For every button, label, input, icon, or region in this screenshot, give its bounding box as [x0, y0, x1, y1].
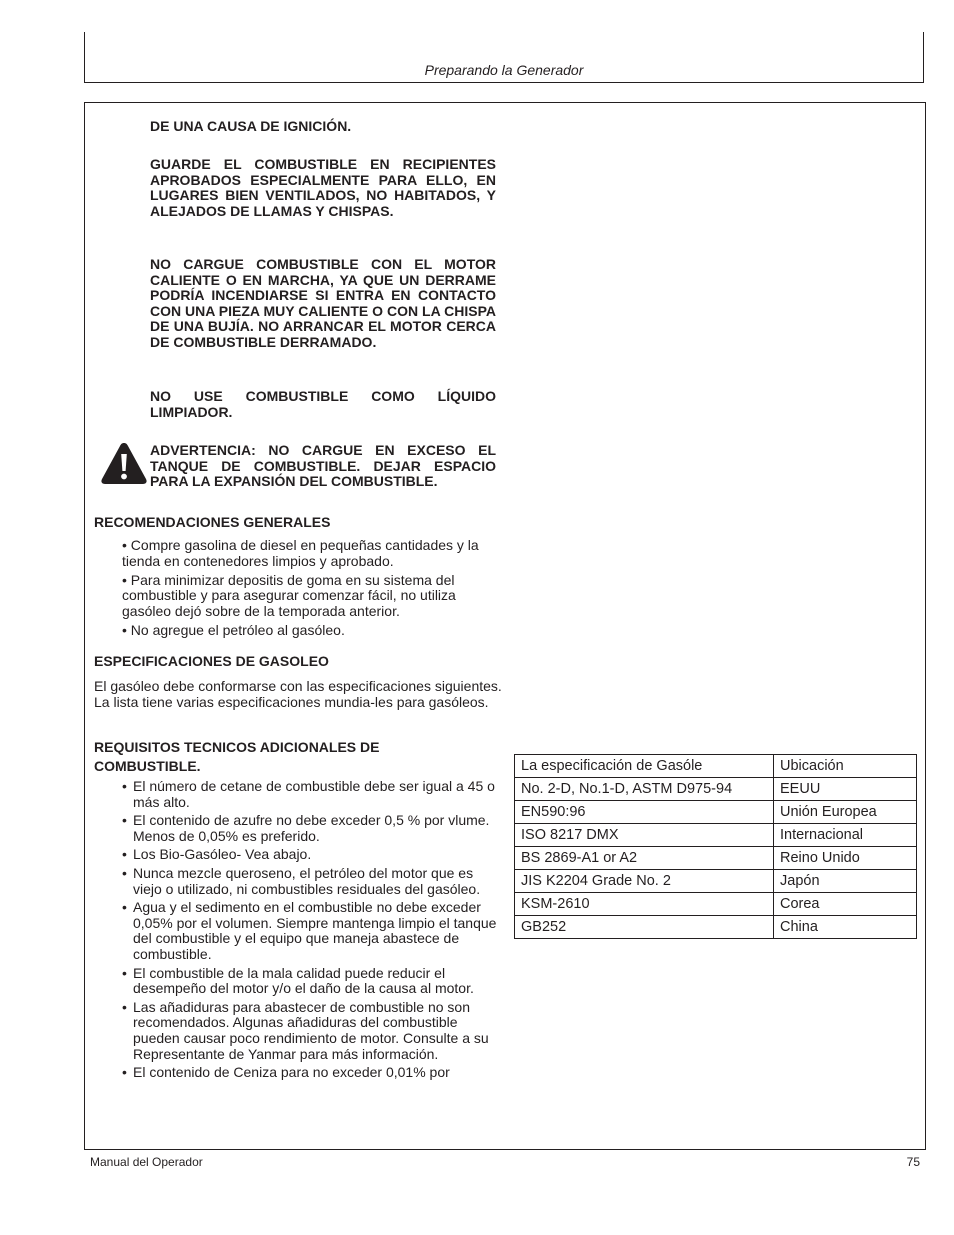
- requirements-list: [122, 779, 502, 1084]
- warning-cleaner-text: NO USE COMBUSTIBLE COMO LÍQUIDO LIMPIADOR.: [150, 388, 496, 420]
- location-cell: China: [774, 916, 917, 939]
- list-item: • El contenido de Ceniza para no exceder 0,01% por: [122, 1064, 450, 1081]
- warning-storage-text: GUARDE EL COMBUSTIBLE EN RECIPIENTES APROBADOS ESPECIALMENTE PARA ELLO, EN LUGARES BIEN VENTILADOS, NO HABITADOS, Y ALEJADOS DE LLAMAS Y CHISPAS.: [150, 156, 496, 219]
- spec-cell: KSM-2610: [515, 893, 774, 916]
- table-row: [515, 824, 917, 847]
- list-item: • El número de cetane de combustible debe ser igual a 45 o más alto.: [122, 778, 495, 810]
- warning-triangle-icon: [100, 441, 148, 486]
- location-cell: EEUU: [774, 778, 917, 801]
- requirements-heading: REQUISITOS TECNICOS ADICIONALES DE COMBUSTIBLE.: [94, 739, 380, 774]
- location-cell: Corea: [774, 893, 917, 916]
- table-row: [515, 916, 917, 939]
- list-item: • El contenido de azufre no debe exceder 0,5 % por vlume. Menos de 0,05% es preferido.: [122, 812, 490, 844]
- location-cell: Reino Unido: [774, 847, 917, 870]
- spec-cell: BS 2869-A1 or A2: [515, 847, 774, 870]
- spec-cell: ISO 8217 DMX: [515, 824, 774, 847]
- table-row: [515, 847, 917, 870]
- list-item: • Nunca mezcle queroseno, el petróleo del motor que es viejo o utilizado, ni combustibles residuales del gasóleo.: [122, 864, 481, 897]
- diesel-specs-text: El gasóleo debe conformarse con las especificaciones siguientes. La lista tiene varias especificaciones mundia-les para gasóleos.: [94, 678, 502, 710]
- list-item: • Para minimizar depositis de goma en su sistema del combustible y para asegurar comenzar fácil, no utiliza gasóleo dejó sobre de la temporada anterior.: [122, 571, 456, 620]
- list-item: • El combustible de la mala calidad puede reducir el desempeño del motor y/o el daño de la causa al motor.: [122, 964, 474, 997]
- diesel-specs-heading: ESPECIFICACIONES DE GASOLEO: [94, 653, 329, 669]
- location-cell: Unión Europea: [774, 801, 917, 824]
- table-row: [515, 801, 917, 824]
- spec-cell: EN590:96: [515, 801, 774, 824]
- warning-refuel-text: NO CARGUE COMBUSTIBLE CON EL MOTOR CALIENTE O EN MARCHA, YA QUE UN DERRAME PODRÍA INCENDIARSE SI ENTRA EN CONTACTO CON UNA PIEZA MUY CALIENTE O CON LA CHISPA DE UNA BUJÍA. NO ARRANCAR EL MOTOR CERCA DE COMBUSTIBLE DERRAMADO.: [150, 256, 496, 350]
- fuel-spec-table: [514, 754, 917, 939]
- spec-cell: No. 2-D, No.1-D, ASTM D975-94: [515, 778, 774, 801]
- list-item: • No agregue el petróleo al gasóleo.: [122, 621, 345, 638]
- spec-cell: GB252: [515, 916, 774, 939]
- footer-page-number: 75: [906, 1155, 920, 1169]
- warning-ignition-text: DE UNA CAUSA DE IGNICIÓN.: [150, 118, 352, 134]
- page-header: [84, 32, 924, 83]
- location-cell: Ubicación: [774, 755, 917, 778]
- list-item: • Las añadiduras para abastecer de combustible no son recomendados. Algunas añadiduras del combustible pueden causar poco rendimiento de motor. Consulte a su Representante de Yanmar para más información.: [122, 998, 489, 1062]
- warning-overfill-text: ADVERTENCIA: NO CARGUE EN EXCESO EL TANQUE DE COMBUSTIBLE. DEJAR ESPACIO PARA LA EXPANSIÓN DEL COMBUSTIBLE.: [150, 442, 496, 489]
- list-item: • Agua y el sedimento en el combustible no debe exceder 0,05% por el volumen. Siempre mantenga limpio el tanque del combustible y el equipo que maneja abastece de combustible.: [122, 899, 497, 962]
- header-title: Preparando la Generador: [424, 62, 584, 78]
- table-row: [515, 870, 917, 893]
- list-item: • Compre gasolina de diesel en pequeñas cantidades y la tienda en contenedores limpios y aprobado.: [122, 537, 479, 569]
- list-item: • Los Bio-Gasóleo- Vea abajo.: [122, 846, 312, 863]
- footer-manual-title: Manual del Operador: [90, 1155, 203, 1169]
- general-recommendations-list: [122, 538, 502, 642]
- general-recommendations-heading: RECOMENDACIONES GENERALES: [94, 514, 331, 530]
- spec-cell: JIS K2204 Grade No. 2: [515, 870, 774, 893]
- table-row: [515, 755, 917, 778]
- table-row: [515, 778, 917, 801]
- table-row: [515, 893, 917, 916]
- location-cell: Japón: [774, 870, 917, 893]
- spec-cell: La especificación de Gasóle: [515, 755, 774, 778]
- location-cell: Internacional: [774, 824, 917, 847]
